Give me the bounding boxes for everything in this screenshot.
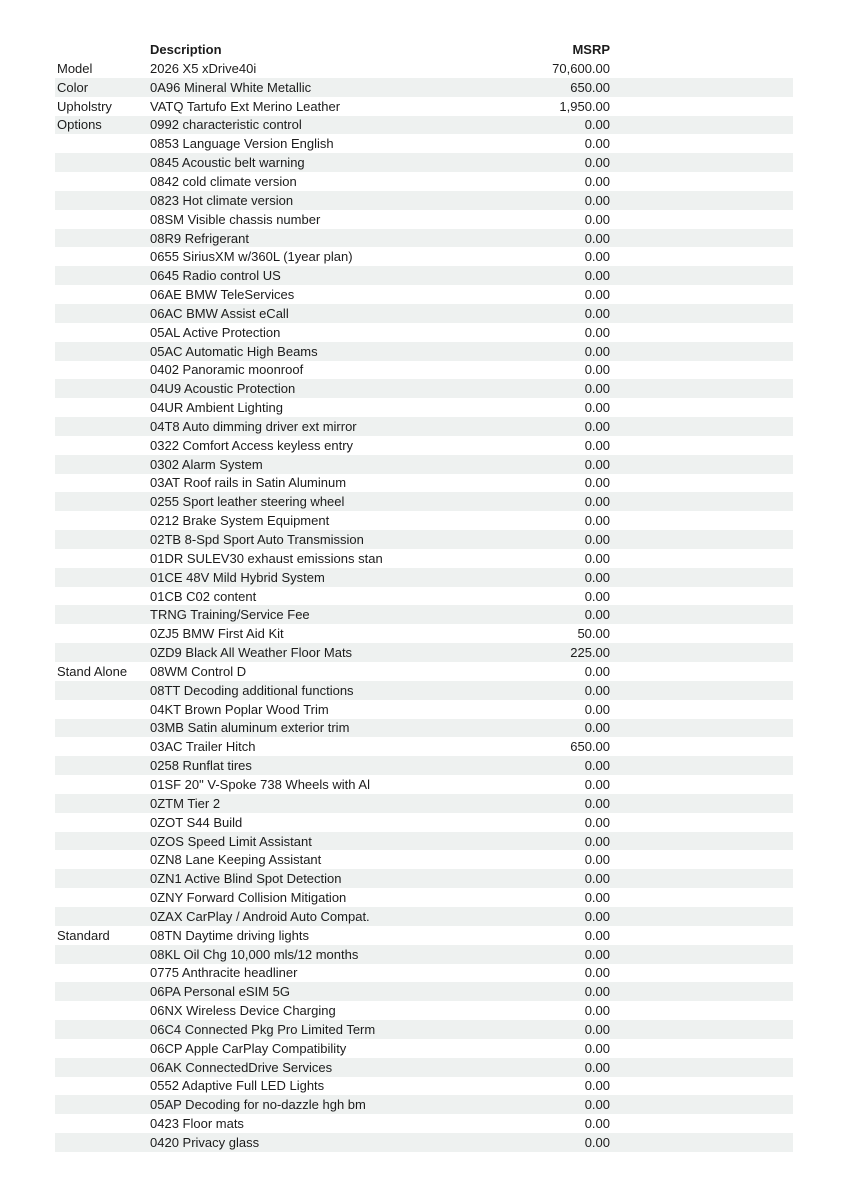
row-description: 0258 Runflat tires (150, 758, 252, 774)
row-msrp: 0.00 (584, 456, 610, 472)
row-description: 05AC Automatic High Beams (150, 343, 318, 359)
row-description: 04UR Ambient Lighting (150, 400, 283, 416)
row-msrp: 0.00 (584, 682, 610, 698)
table-row (55, 304, 793, 323)
vehicle-options-table (55, 40, 793, 1152)
row-msrp: 0.00 (584, 1040, 610, 1056)
row-msrp: 70,600.00 (552, 60, 610, 76)
row-description: 0645 Radio control US (150, 268, 281, 284)
table-row (55, 153, 793, 172)
row-msrp: 0.00 (584, 155, 610, 171)
row-label: Model (57, 60, 93, 76)
table-row (55, 191, 793, 210)
row-description: 05AL Active Protection (150, 324, 281, 340)
table-row (55, 945, 793, 964)
row-description: 0655 SiriusXM w/360L (1year plan) (150, 249, 353, 265)
table-row (55, 247, 793, 266)
row-description: 04KT Brown Poplar Wood Trim (150, 701, 329, 717)
row-description: 0ZN1 Active Blind Spot Detection (150, 871, 342, 887)
table-row (55, 229, 793, 248)
row-msrp: 0.00 (584, 136, 610, 152)
table-row (55, 850, 793, 869)
row-description: 0423 Floor mats (150, 1116, 244, 1132)
column-header-description: Description (150, 42, 222, 57)
table-row (55, 907, 793, 926)
table-row (55, 379, 793, 398)
row-msrp: 0.00 (584, 720, 610, 736)
row-msrp: 0.00 (584, 908, 610, 924)
row-description: 0ZTM Tier 2 (150, 795, 221, 811)
row-description: 0ZN8 Lane Keeping Assistant (150, 852, 322, 868)
row-msrp: 0.00 (584, 437, 610, 453)
row-description: 0992 characteristic control (150, 117, 302, 133)
table-row (55, 474, 793, 493)
row-msrp: 0.00 (584, 324, 610, 340)
row-msrp: 0.00 (584, 607, 610, 623)
table-row (55, 549, 793, 568)
table-row (55, 1020, 793, 1039)
row-msrp: 0.00 (584, 287, 610, 303)
table-row (55, 97, 793, 116)
table-row (55, 436, 793, 455)
table-row (55, 455, 793, 474)
row-msrp: 0.00 (584, 513, 610, 529)
table-row (55, 398, 793, 417)
row-description: 0255 Sport leather steering wheel (150, 494, 345, 510)
column-header-msrp: MSRP (572, 42, 610, 57)
row-msrp: 0.00 (584, 1116, 610, 1132)
row-description: 06AE BMW TeleServices (150, 287, 295, 303)
table-row (55, 323, 793, 342)
table-row (55, 492, 793, 511)
table-row (55, 116, 793, 135)
row-description: 0552 Adaptive Full LED Lights (150, 1078, 325, 1094)
table-row (55, 266, 793, 285)
row-description: 0ZOT S44 Build (150, 814, 243, 830)
table-row (55, 285, 793, 304)
row-description: 06AK ConnectedDrive Services (150, 1059, 333, 1075)
row-msrp: 0.00 (584, 1097, 610, 1113)
table-row (55, 700, 793, 719)
row-msrp: 650.00 (570, 79, 610, 95)
row-msrp: 0.00 (584, 268, 610, 284)
row-msrp: 0.00 (584, 1059, 610, 1075)
table-row (55, 605, 793, 624)
row-msrp: 0.00 (584, 871, 610, 887)
table-row (55, 1095, 793, 1114)
row-msrp: 0.00 (584, 1135, 610, 1151)
table-row (55, 587, 793, 606)
table-row (55, 662, 793, 681)
row-description: 08WM Control D (150, 663, 247, 679)
row-msrp: 0.00 (584, 117, 610, 133)
row-msrp: 0.00 (584, 305, 610, 321)
row-label: Options (57, 117, 102, 133)
row-msrp: 0.00 (584, 588, 610, 604)
row-msrp: 0.00 (584, 400, 610, 416)
row-description: 0775 Anthracite headliner (150, 965, 298, 981)
row-msrp: 225.00 (570, 645, 610, 661)
table-row (55, 926, 793, 945)
row-description: 04T8 Auto dimming driver ext mirror (150, 418, 357, 434)
row-description: 08R9 Refrigerant (150, 230, 249, 246)
row-description: 0ZJ5 BMW First Aid Kit (150, 626, 284, 642)
table-row (55, 530, 793, 549)
row-description: 0322 Comfort Access keyless entry (150, 437, 354, 453)
table-row (55, 210, 793, 229)
row-msrp: 0.00 (584, 1003, 610, 1019)
table-row (55, 417, 793, 436)
row-msrp: 0.00 (584, 984, 610, 1000)
row-description: 0ZD9 Black All Weather Floor Mats (150, 645, 353, 661)
row-description: 01CB C02 content (150, 588, 257, 604)
table-row (55, 172, 793, 191)
table-row (55, 1001, 793, 1020)
row-msrp: 0.00 (584, 532, 610, 548)
table-row (55, 775, 793, 794)
table-row (55, 1039, 793, 1058)
row-description: 06PA Personal eSIM 5G (150, 984, 290, 1000)
row-description: 0853 Language Version English (150, 136, 334, 152)
table-row (55, 982, 793, 1001)
row-msrp: 0.00 (584, 569, 610, 585)
table-row (55, 1114, 793, 1133)
row-msrp: 0.00 (584, 890, 610, 906)
row-msrp: 0.00 (584, 795, 610, 811)
row-description: 06CP Apple CarPlay Compatibility (150, 1040, 347, 1056)
row-description: 08SM Visible chassis number (150, 211, 321, 227)
row-msrp: 0.00 (584, 758, 610, 774)
table-row (55, 756, 793, 775)
table-row (55, 794, 793, 813)
row-description: 01SF 20" V-Spoke 738 Wheels with Al (150, 776, 370, 792)
row-description: 08TN Daytime driving lights (150, 927, 309, 943)
row-msrp: 0.00 (584, 927, 610, 943)
row-description: 01CE 48V Mild Hybrid System (150, 569, 325, 585)
row-msrp: 0.00 (584, 211, 610, 227)
table-body (55, 59, 793, 1152)
row-msrp: 0.00 (584, 965, 610, 981)
table-row (55, 511, 793, 530)
row-description: 03AC Trailer Hitch (150, 739, 256, 755)
row-label: Color (57, 79, 89, 95)
row-description: 06C4 Connected Pkg Pro Limited Term (150, 1021, 376, 1037)
row-description: 01DR SULEV30 exhaust emissions stan (150, 550, 383, 566)
row-description: 05AP Decoding for no-dazzle hgh bm (150, 1097, 366, 1113)
row-msrp: 0.00 (584, 852, 610, 868)
table-row (55, 361, 793, 380)
table-row (55, 78, 793, 97)
table-row (55, 1077, 793, 1096)
row-msrp: 0.00 (584, 494, 610, 510)
row-msrp: 0.00 (584, 230, 610, 246)
row-msrp: 0.00 (584, 362, 610, 378)
table-row (55, 869, 793, 888)
row-msrp: 1,950.00 (559, 98, 610, 114)
table-row (55, 643, 793, 662)
table-row (55, 568, 793, 587)
row-label: Upholstry (57, 98, 112, 114)
table-row (55, 888, 793, 907)
row-msrp: 0.00 (584, 663, 610, 679)
row-description: 0842 cold climate version (150, 173, 297, 189)
row-description: 0420 Privacy glass (150, 1135, 260, 1151)
row-description: 0845 Acoustic belt warning (150, 155, 305, 171)
row-description: 0ZOS Speed Limit Assistant (150, 833, 312, 849)
row-msrp: 650.00 (570, 739, 610, 755)
row-description: 0212 Brake System Equipment (150, 513, 330, 529)
row-msrp: 0.00 (584, 1021, 610, 1037)
row-msrp: 50.00 (577, 626, 610, 642)
table-row (55, 134, 793, 153)
row-msrp: 0.00 (584, 475, 610, 491)
row-msrp: 0.00 (584, 550, 610, 566)
row-description: 2026 X5 xDrive40i (150, 60, 257, 76)
row-msrp: 0.00 (584, 249, 610, 265)
table-row (55, 1133, 793, 1152)
row-description: 04U9 Acoustic Protection (150, 381, 296, 397)
table-row (55, 719, 793, 738)
row-msrp: 0.00 (584, 701, 610, 717)
table-row (55, 681, 793, 700)
table-row (55, 342, 793, 361)
row-description: 08TT Decoding additional functions (150, 682, 354, 698)
row-description: 0ZAX CarPlay / Android Auto Compat. (150, 908, 370, 924)
row-description: 03MB Satin aluminum exterior trim (150, 720, 350, 736)
row-label: Standard (57, 927, 110, 943)
row-description: 06AC BMW Assist eCall (150, 305, 289, 321)
row-msrp: 0.00 (584, 418, 610, 434)
table-row (55, 59, 793, 78)
table-header-row (55, 40, 793, 59)
row-msrp: 0.00 (584, 814, 610, 830)
row-msrp: 0.00 (584, 381, 610, 397)
row-msrp: 0.00 (584, 946, 610, 962)
row-description: 08KL Oil Chg 10,000 mls/12 months (150, 946, 359, 962)
row-description: TRNG Training/Service Fee (150, 607, 310, 623)
table-row (55, 832, 793, 851)
table-row (55, 737, 793, 756)
table-row (55, 1058, 793, 1077)
row-description: 0ZNY Forward Collision Mitigation (150, 890, 347, 906)
row-description: 02TB 8-Spd Sport Auto Transmission (150, 532, 364, 548)
row-description: 03AT Roof rails in Satin Aluminum (150, 475, 347, 491)
row-msrp: 0.00 (584, 833, 610, 849)
row-description: 0302 Alarm System (150, 456, 263, 472)
row-msrp: 0.00 (584, 173, 610, 189)
row-msrp: 0.00 (584, 192, 610, 208)
row-description: 06NX Wireless Device Charging (150, 1003, 336, 1019)
table-row (55, 964, 793, 983)
row-description: 0823 Hot climate version (150, 192, 294, 208)
row-msrp: 0.00 (584, 343, 610, 359)
row-msrp: 0.00 (584, 1078, 610, 1094)
row-description: 0A96 Mineral White Metallic (150, 79, 312, 95)
table-row (55, 624, 793, 643)
row-label: Stand Alone (57, 663, 128, 679)
row-msrp: 0.00 (584, 776, 610, 792)
table-row (55, 813, 793, 832)
row-description: 0402 Panoramic moonroof (150, 362, 304, 378)
row-description: VATQ Tartufo Ext Merino Leather (150, 98, 341, 114)
